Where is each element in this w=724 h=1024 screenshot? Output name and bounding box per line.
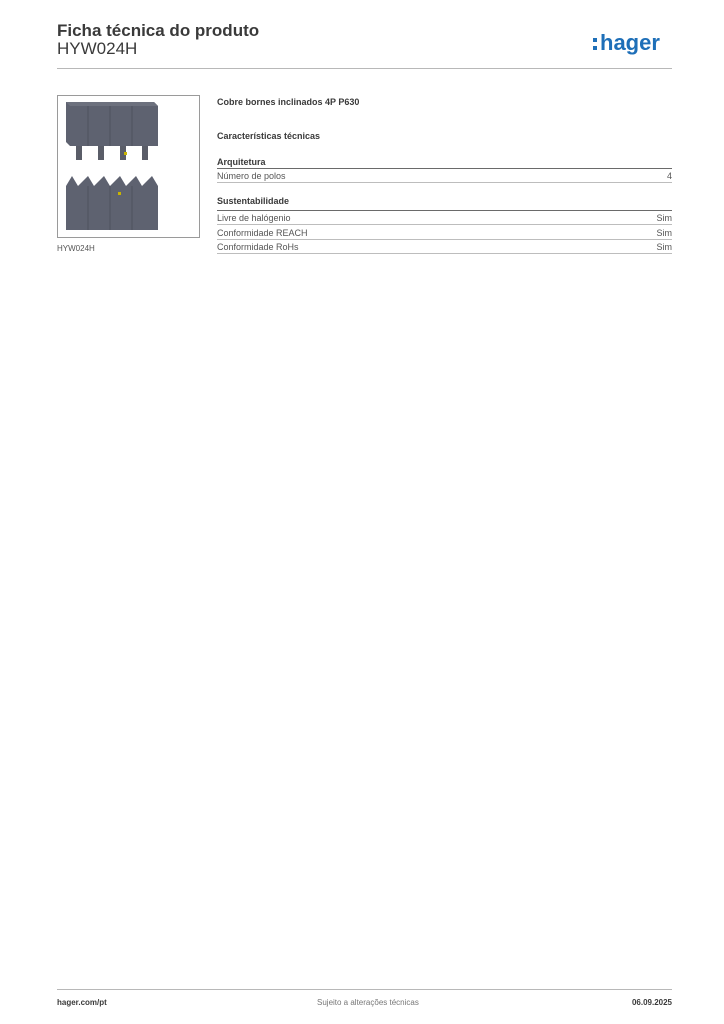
row-label: Conformidade RoHs — [217, 242, 299, 252]
logo-dot-bottom — [593, 46, 597, 50]
row-value: 4 — [666, 171, 672, 181]
table-row — [217, 226, 672, 240]
footer-notice: Sujeito a alterações técnicas — [317, 998, 419, 1007]
row-value: Sim — [656, 213, 672, 223]
table-row — [217, 240, 672, 254]
product-name: Cobre bornes inclinados 4P P630 — [217, 97, 360, 107]
row-label: Conformidade REACH — [217, 228, 308, 238]
image-caption: HYW024H — [57, 244, 95, 253]
characteristics-title: Características técnicas — [217, 131, 321, 141]
row-value: Sim — [656, 228, 672, 238]
hager-logo — [592, 27, 674, 57]
group-title-sustentabilidade: Sustentabilidade — [217, 196, 290, 206]
group-title-arquitetura: Arquitetura — [217, 157, 266, 167]
header-divider — [57, 68, 672, 69]
table-row — [217, 211, 672, 225]
footer-divider — [57, 989, 672, 990]
footer-date: 06.09.2025 — [631, 998, 672, 1007]
product-image — [57, 95, 200, 238]
logo-text: hager — [600, 30, 660, 55]
logo-dot-top — [593, 38, 597, 42]
product-code: HYW024H — [57, 39, 138, 58]
row-value: Sim — [656, 242, 672, 252]
row-label: Livre de halógenio — [217, 213, 291, 223]
row-label: Número de polos — [217, 171, 286, 181]
table-row — [217, 169, 672, 183]
footer-website: hager.com/pt — [57, 998, 107, 1007]
terminal-cover-illustration — [58, 96, 199, 237]
page-title: Ficha técnica do produto — [57, 21, 260, 40]
